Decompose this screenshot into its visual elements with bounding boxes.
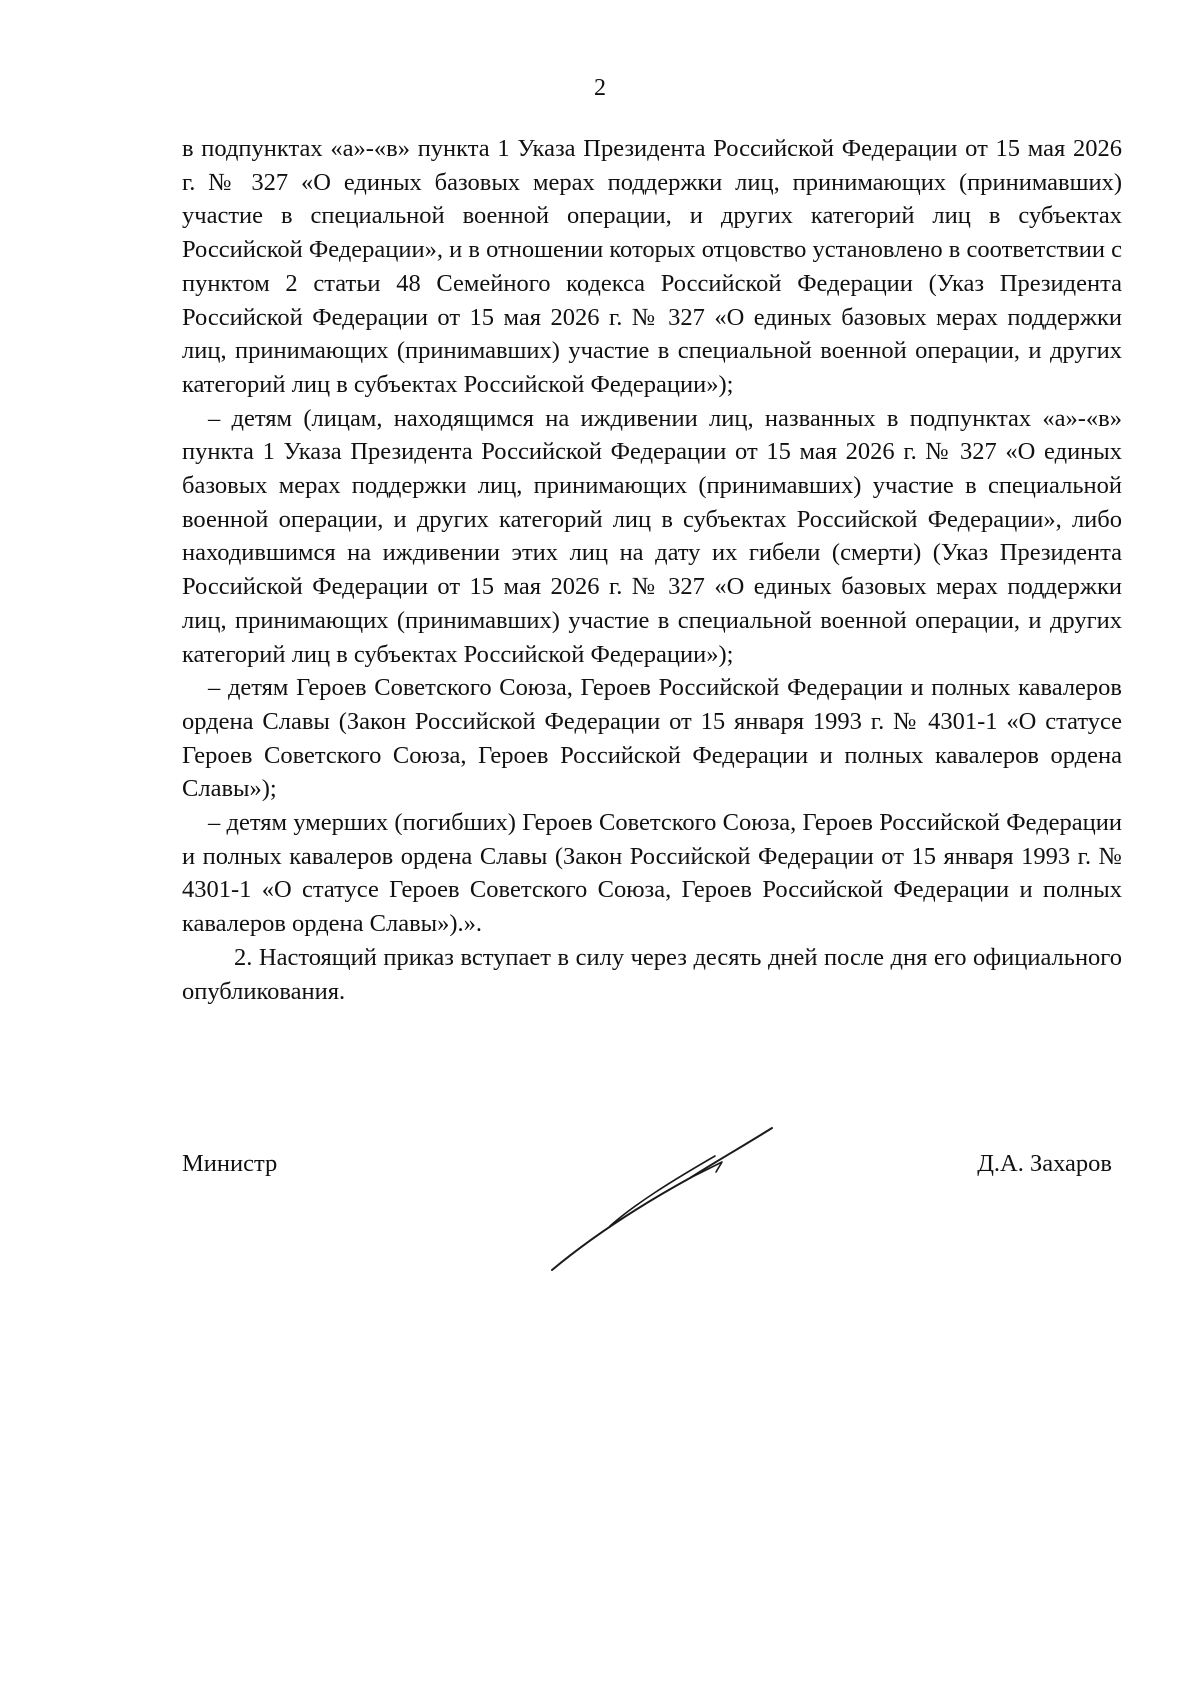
paragraph-effective-date: 2. Настоящий приказ вступает в силу через десять дней после дня его официального опубликования. bbox=[182, 943, 1122, 1005]
paragraph-continuation: в подпунктах «а»-«в» пункта 1 Указа Президента Российской Федерации от 15 мая 2026 г. № 327 «О единых базовых мерах поддержки лиц, принимающих (принимавших) участие в специальной военной операции, и других категорий лиц в субъектах Российской Федерации», и в отношении которых отцовство установлено в соответствии с пунктом 2 статьи 48 Семейного кодекса Российской Федерации (Указ Президента Российской Федерации от 15 мая 2026 г. № 327 «О единых базовых мерах поддержки лиц, принимающих (принимавших) участие в специальной военной операции, и других категорий лиц в субъектах Российской Федерации»); bbox=[182, 135, 1122, 398]
handwritten-signature bbox=[540, 1100, 780, 1280]
list-item-heroes-children: – детям Героев Советского Союза, Героев Российской Федерации и полных кавалеров ордена Славы (Закон Российской Федерации от 15 января 1993 г. № 4301-1 «О статусе Героев Советского Союза, Героев Российской Федерации и полных кавалеров ордена Славы»); bbox=[182, 674, 1122, 803]
body-text bbox=[182, 132, 1122, 1008]
list-item-dependents: – детям (лицам, находящимся на иждивении лиц, названных в подпунктах «а»-«в» пункта 1 Указа Президента Российской Федерации от 15 мая 2026 г. № 327 «О единых базовых мерах поддержки лиц, принимающих (принимавших) участие в специальной военной операции, и других категорий лиц в субъектах Российской Федерации», либо находившимся на иждивении этих лиц на дату их гибели (смерти) (Указ Президента Российской Федерации от 15 мая 2026 г. № 327 «О единых базовых мерах поддержки лиц, принимающих (принимавших) участие в специальной военной операции, и других категорий лиц в субъектах Российской Федерации»); bbox=[182, 404, 1122, 668]
signatory-position: Министр bbox=[182, 1150, 278, 1177]
page-number: 2 bbox=[594, 75, 606, 101]
signatory-name: Д.А. Захаров bbox=[977, 1150, 1112, 1177]
list-item-deceased-heroes-children: – детям умерших (погибших) Героев Советского Союза, Героев Российской Федерации и полных кавалеров ордена Славы (Закон Российской Федерации от 15 января 1993 г. № 4301-1 «О статусе Героев Советского Союза, Героев Российской Федерации и полных кавалеров ордена Славы»).». bbox=[182, 809, 1122, 938]
